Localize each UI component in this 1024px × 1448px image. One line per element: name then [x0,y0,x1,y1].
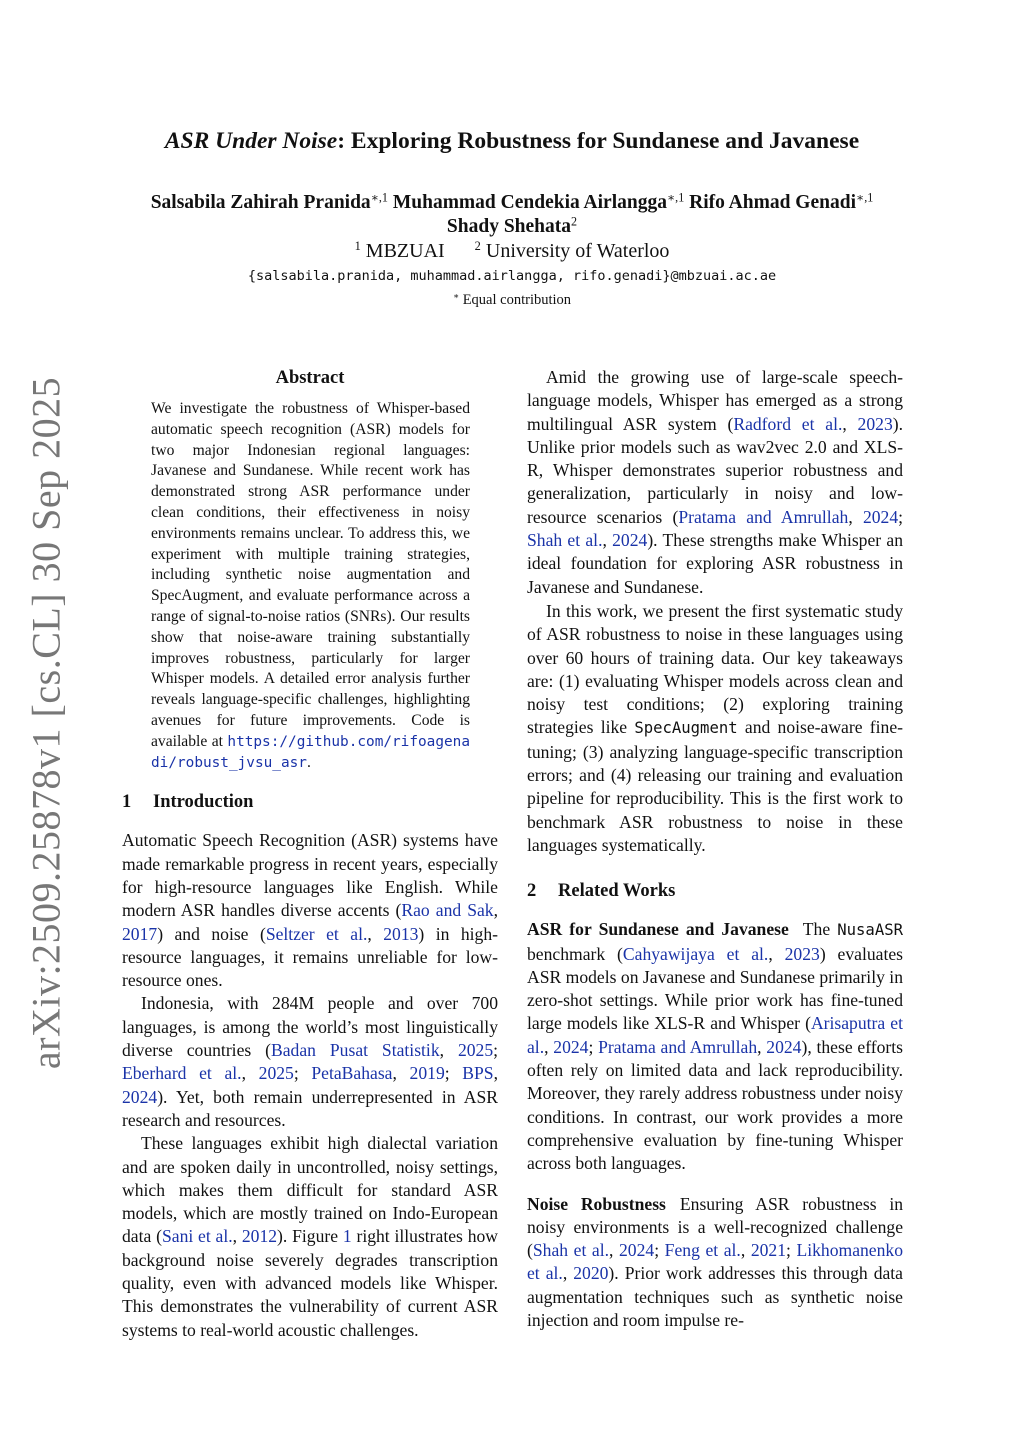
paragraph-heading: ASR for Sundanese and Javanese [527,919,789,940]
text-run: ) in high-resource languages, it remains unreliable for low-resource ones. [122,923,498,991]
author-mark: ∗,1 [666,190,685,205]
text-run: ). Figure [277,1226,343,1247]
section-heading-related-works [527,879,903,903]
citation-link[interactable]: 2023 [857,413,893,434]
citation-link[interactable]: Badan Pusat Statistik [271,1040,440,1061]
citation-link[interactable]: 2025 [258,1063,294,1084]
text-run: , [562,1263,574,1284]
citation-link[interactable]: 2025 [457,1040,494,1061]
arxiv-identifier: arXiv:2509.25878v1 [cs.CL] 30 Sep 2025 [23,376,69,1070]
author-mark: 2 [571,214,578,229]
paragraph-heading: Noise Robustness [527,1193,666,1214]
author-mark: ∗,1 [370,190,388,205]
title-italic-part: ASR Under Noise [164,128,338,154]
text-run: In this work, we present the first systematic study of ASR robustness to noise in these languages using over 60 hours of training data. Our key takeaways are: (1) evaluating Whisper models across clean and noisy test conditions; (2) exploring training strategies like [527,600,903,738]
text-run: ) evaluates ASR models on Javanese and Sundanese primarily in zero-shot settings. While prior work has fine-tuned large models like XLS-R and Whisper ( [527,943,904,1034]
citation-link[interactable]: 2024 [862,506,899,527]
text-run: , [392,1063,410,1084]
text-run: ; [588,1036,599,1057]
citation-link[interactable]: Feng et al. [664,1240,741,1261]
text-run: benchmark ( [527,943,623,964]
citation-link[interactable]: 1 [342,1226,352,1247]
section-title: Related Works [558,881,676,902]
author-line-1 [0,192,1024,214]
intro-paragraph-2 [122,992,498,1132]
citation-link[interactable]: BPS [462,1063,494,1084]
text-run: , [740,1240,751,1261]
related-paragraph-1-body [527,919,903,1173]
text-run: ; [293,1063,312,1084]
citation-link[interactable]: Rao and Sak [401,900,494,921]
citation-link[interactable]: 2021 [750,1240,786,1261]
affiliation-name: MBZUAI [365,240,445,262]
citation-link[interactable]: 2024 [619,1240,655,1261]
text-run: ; [786,1240,797,1261]
citation-link[interactable]: Radford et al. [733,413,843,434]
citation-link[interactable]: 2019 [409,1063,445,1084]
citation-link[interactable]: Cahyawijaya et al. [622,943,769,964]
text-run: The [802,919,838,940]
text-run: Ensuring ASR robustness in noisy environments is a well-recognized challenge ( [527,1193,904,1261]
text-run: ; [493,1040,499,1061]
author-name: Salsabila Zahirah Pranida [150,192,371,213]
text-run: ; [654,1240,665,1261]
left-column [122,366,498,1342]
equal-contribution-text: Equal contribution [462,292,572,308]
citation-link[interactable]: Seltzer et al. [265,923,368,944]
text-run: ), these efforts often rely on limited data and lack reproducibility. Moreover, they rarely address robustness under noisy conditions. In contrast, our work provides a more comprehensive evaluation by fine-tuning Whisper across both languages. [527,1036,903,1174]
text-run: These languages exhibit high dialectal variation and are spoken daily in uncontrolled, noisy settings, which makes them difficult for standard ASR models, which are mostly trained on Indo-European data ( [122,1133,498,1247]
text-run: , [493,900,498,921]
section-title: Introduction [153,792,254,813]
abstract-heading: Abstract [275,368,345,388]
text-run: ). Unlike prior models such as wav2vec 2.0 and XLS-R, Whisper demonstrates superior robustness and generalization, particularly in noisy and low-resource scenarios ( [527,413,903,527]
citation-link[interactable]: 2024 [553,1036,589,1057]
author-emails[interactable]: {salsabila.pranida, muhammad.airlangga, rifo.genadi}@mbzuai.ac.ae [247,268,777,284]
author-name: Rifo Ahmad Genadi [689,192,856,213]
text-run: ) and noise ( [157,923,266,944]
related-paragraph-1 [527,918,903,1175]
text-run: and noise-aware fine-tuning; (3) analyzing language-specific transcription errors; and (4) releasing our training and evaluation pipeline for reproducibility. This is the first work to benchmark ASR robustness to noise in these languages systematically. [527,717,903,855]
text-run: Indonesia, with 284M people and over 700 languages, is among the world’s most linguistically diverse countries ( [122,993,498,1061]
abstract-body [151,399,470,773]
intro-paragraph-5 [527,600,903,857]
text-run: , [609,1240,619,1261]
section-heading-introduction [122,790,498,814]
citation-link[interactable]: 2024 [766,1036,802,1057]
text-run: , [602,530,613,551]
section-number: 2 [527,881,537,902]
text-run: , [848,506,863,527]
citation-link[interactable]: 2017 [122,923,158,944]
citation-link[interactable]: 2024 [122,1086,158,1107]
text-run: , [757,1036,767,1057]
text-run: , [544,1036,554,1057]
author-line-2 [0,216,1024,238]
equal-contribution-note [0,292,1024,309]
citation-link[interactable]: Eberhard et al. [122,1063,242,1084]
author-name: Muhammad Cendekia Airlangga [392,192,667,213]
right-column [527,366,903,1332]
citation-link[interactable]: Pratama and Amrullah [598,1036,758,1057]
affiliation-mark: 2 [474,239,481,254]
text-run: , [493,1063,498,1084]
citation-link[interactable]: 2012 [241,1226,278,1247]
text-run: ; [898,506,904,527]
intro-paragraph-4 [527,366,903,599]
citation-link[interactable]: 2023 [784,943,820,964]
affiliation-name: University of Waterloo [485,240,670,262]
citation-link[interactable]: Arisaputra et al. [527,1013,903,1057]
text-run: , [439,1040,458,1061]
paper-title [0,128,1024,155]
citation-link[interactable]: Shah et al. [527,530,603,551]
text-run: ; [444,1063,463,1084]
citation-link[interactable]: Shah et al. [532,1240,610,1261]
text-run: , [367,923,384,944]
text-run: right illustrates how background noise severely degrades transcription quality, even with advanced models like Whisper. This demonstrates the vulnerability of current ASR systems to real-world acoustic challenges. [122,1226,499,1340]
text-run: ). These strengths make Whisper an ideal foundation for exploring ASR robustness in Javanese and Sundanese. [527,530,903,597]
intro-paragraph-1 [122,829,498,992]
author-name: Shady Shehata [446,216,572,237]
equal-contribution-mark: ∗ [452,291,460,302]
text-run: , [241,1063,259,1084]
affiliations [0,240,1024,263]
related-paragraph-2 [527,1193,903,1333]
text-run: ). Yet, both remain underrepresented in ASR research and resources. [122,1086,498,1130]
text-run: , [232,1226,242,1247]
text-run: Amid the growing use of large-scale speech-language models, Whisper has emerged as a strong multilingual ASR system ( [527,367,903,434]
title-rest: : Exploring Robustness for Sundanese and Javanese [337,128,860,154]
text-run: , [768,943,785,964]
section-number: 1 [122,792,132,813]
citation-link[interactable]: Likhomanenko et al. [527,1240,904,1284]
code-term: SpecAugment [634,719,738,738]
code-url[interactable]: https://github.com/rifoagenadi/robust_jvsu_asr [151,733,470,771]
text-run: ). Prior work addresses this through data augmentation techniques such as synthetic noise injection and room impulse re- [527,1263,903,1330]
citation-link[interactable]: Sani et al. [161,1226,233,1247]
author-mark: ∗,1 [856,190,874,205]
abstract-text: We investigate the robustness of Whisper-based automatic speech recognition (ASR) models for two major Indonesian regional languages: Javanese and Sundanese. While recent work has demonstrated strong ASR performance under clean conditions, their effectiveness in noisy environments remains unclear. To address this, we experiment with multiple training strategies, including synthetic noise augmentation and SpecAugment, and evaluate performance across a range of signal-to-noise ratios (SNRs). Our results show that noise-aware training substantially improves robustness, particularly for larger Whisper models. A detailed error analysis further reveals language-specific challenges, highlighting avenues for future improvements. Code is available at [151,400,470,750]
text-run: Automatic Speech Recognition (ASR) systems have made remarkable progress in recent years, especially for high-resource languages like English. While modern ASR handles diverse accents ( [122,830,498,921]
intro-paragraph-3 [122,1132,498,1342]
text-run: , [842,413,858,434]
citation-link[interactable]: 2013 [383,923,419,944]
citation-link[interactable]: 2024 [612,530,648,551]
abstract-end: . [306,753,311,771]
citation-link[interactable]: 2020 [573,1263,609,1284]
citation-link[interactable]: Pratama and Amrullah [678,506,849,527]
code-term: NusaASR [837,921,903,940]
citation-link[interactable]: PetaBahasa [311,1063,393,1084]
affiliation-mark: 1 [354,239,361,254]
